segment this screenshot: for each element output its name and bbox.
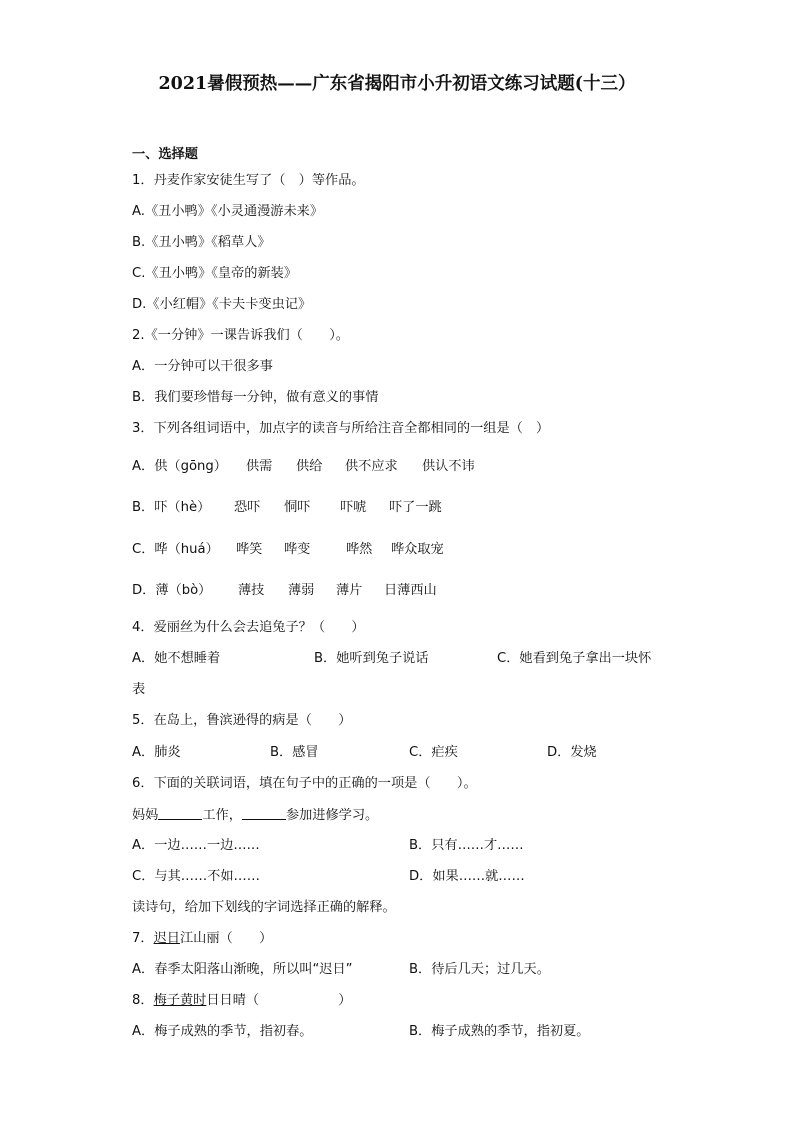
sentence-part: 妈妈	[132, 808, 159, 823]
question-8-stem	[132, 992, 351, 1010]
question-4-stem: 4．爱丽丝为什么会去追兔子？（ ）	[132, 620, 365, 635]
question-7-stem	[132, 930, 272, 948]
option-word: 薄片	[336, 583, 363, 598]
question-7-option-b[interactable]: B．待后几天；过几天。	[409, 962, 550, 977]
question-1-stem: 1．丹麦作家安徒生写了（ ）等作品。	[132, 173, 365, 188]
question-6-option-c[interactable]: C．与其……不如……	[132, 869, 260, 884]
question-3-option-c[interactable]	[132, 541, 444, 559]
question-2-option-b[interactable]: B．我们要珍惜每一分钟，做有意义的事情	[132, 390, 379, 405]
underlined-phrase: 梅子黄时	[153, 993, 207, 1008]
question-4-option-c-continued: 表	[132, 682, 146, 697]
question-6-sentence	[132, 806, 378, 825]
option-word: 恫吓	[284, 500, 311, 515]
option-word: 哗然	[346, 542, 373, 557]
question-6-stem: 6．下面的关联词语，填在句子中的正确的一项是（ ）。	[132, 776, 477, 791]
option-word: 哗众取宠	[391, 542, 444, 557]
question-1-option-a[interactable]: A.《丑小鸭》《小灵通漫游未来》	[132, 204, 324, 219]
question-number: 8．	[132, 993, 154, 1008]
fill-blank[interactable]	[242, 806, 286, 820]
question-1-option-d[interactable]: D.《小红帽》《卡夫卡变虫记》	[132, 297, 312, 312]
question-4-option-c[interactable]: C．她看到兔子拿出一块怀	[497, 651, 652, 666]
option-word: 恐吓	[234, 500, 261, 515]
question-5-option-b[interactable]: B．感冒	[270, 745, 319, 760]
question-5-option-d[interactable]: D．发烧	[547, 745, 597, 760]
sentence-part: 工作，	[202, 808, 242, 823]
option-word: 薄技	[238, 583, 265, 598]
question-5-stem: 5．在岛上，鲁滨逊得的病是（ ）	[132, 713, 352, 728]
page-title: 2021暑假预热——广东省揭阳市小升初语文练习试题(十三）	[158, 74, 636, 94]
question-5-option-c[interactable]: C．疟疾	[409, 745, 458, 760]
question-3-option-d[interactable]	[132, 582, 437, 600]
option-word: 薄弱	[288, 583, 315, 598]
stem-rest: 日日晴（ ）	[206, 993, 352, 1008]
question-2-option-a[interactable]: A．一分钟可以干很多事	[132, 359, 273, 374]
question-6-option-d[interactable]: D．如果……就……	[409, 869, 525, 884]
option-label: A．供（gōng）	[132, 459, 227, 474]
question-4-option-a[interactable]: A．她不想睡着	[132, 651, 221, 666]
question-5-option-a[interactable]: A．肺炎	[132, 745, 181, 760]
question-3-option-a[interactable]	[132, 458, 475, 476]
question-8-option-b[interactable]: B．梅子成熟的季节，指初夏。	[409, 1024, 590, 1039]
question-3-stem: 3．下列各组词语中，加点字的读音与所给注音全都相同的一组是（ ）	[132, 421, 550, 436]
question-number: 7．	[132, 931, 154, 946]
option-word: 哗变	[284, 542, 311, 557]
option-word: 供需	[246, 459, 273, 474]
stem-rest: 江山丽（ ）	[179, 931, 273, 946]
question-6-option-a[interactable]: A．一边……一边……	[132, 838, 260, 853]
fill-blank[interactable]	[158, 806, 202, 820]
question-2-stem: 2.《一分钟》一课告诉我们（ ）。	[132, 328, 349, 343]
section-heading: 一、选择题	[132, 147, 198, 162]
question-1-option-c[interactable]: C.《丑小鸭》《皇帝的新装》	[132, 266, 298, 281]
question-3-option-b[interactable]	[132, 499, 442, 517]
question-1-option-b[interactable]: B.《丑小鸭》《稻草人》	[132, 235, 271, 250]
option-word: 日薄西山	[384, 583, 437, 598]
instruction-text: 读诗句，给加下划线的字词选择正确的解释。	[132, 900, 396, 915]
option-word: 供给	[296, 459, 323, 474]
option-label: C．哗（huá）	[132, 542, 219, 557]
option-word: 吓唬	[340, 500, 367, 515]
option-label: B．吓（hè）	[132, 500, 211, 515]
sentence-part: 参加进修学习。	[285, 808, 379, 823]
underlined-phrase: 迟日	[153, 931, 180, 946]
option-word: 吓了一跳	[389, 500, 442, 515]
option-word: 哗笑	[236, 542, 263, 557]
option-word: 供不应求	[345, 459, 398, 474]
question-8-option-a[interactable]: A．梅子成熟的季节，指初春。	[132, 1024, 313, 1039]
question-4-option-b[interactable]: B．她听到兔子说话	[314, 651, 429, 666]
option-label: D．薄（bò）	[132, 583, 212, 598]
question-7-option-a[interactable]: A．春季太阳落山渐晚，所以叫“迟日”	[132, 962, 353, 977]
question-6-option-b[interactable]: B．只有……才……	[409, 838, 524, 853]
option-word: 供认不讳	[422, 459, 475, 474]
